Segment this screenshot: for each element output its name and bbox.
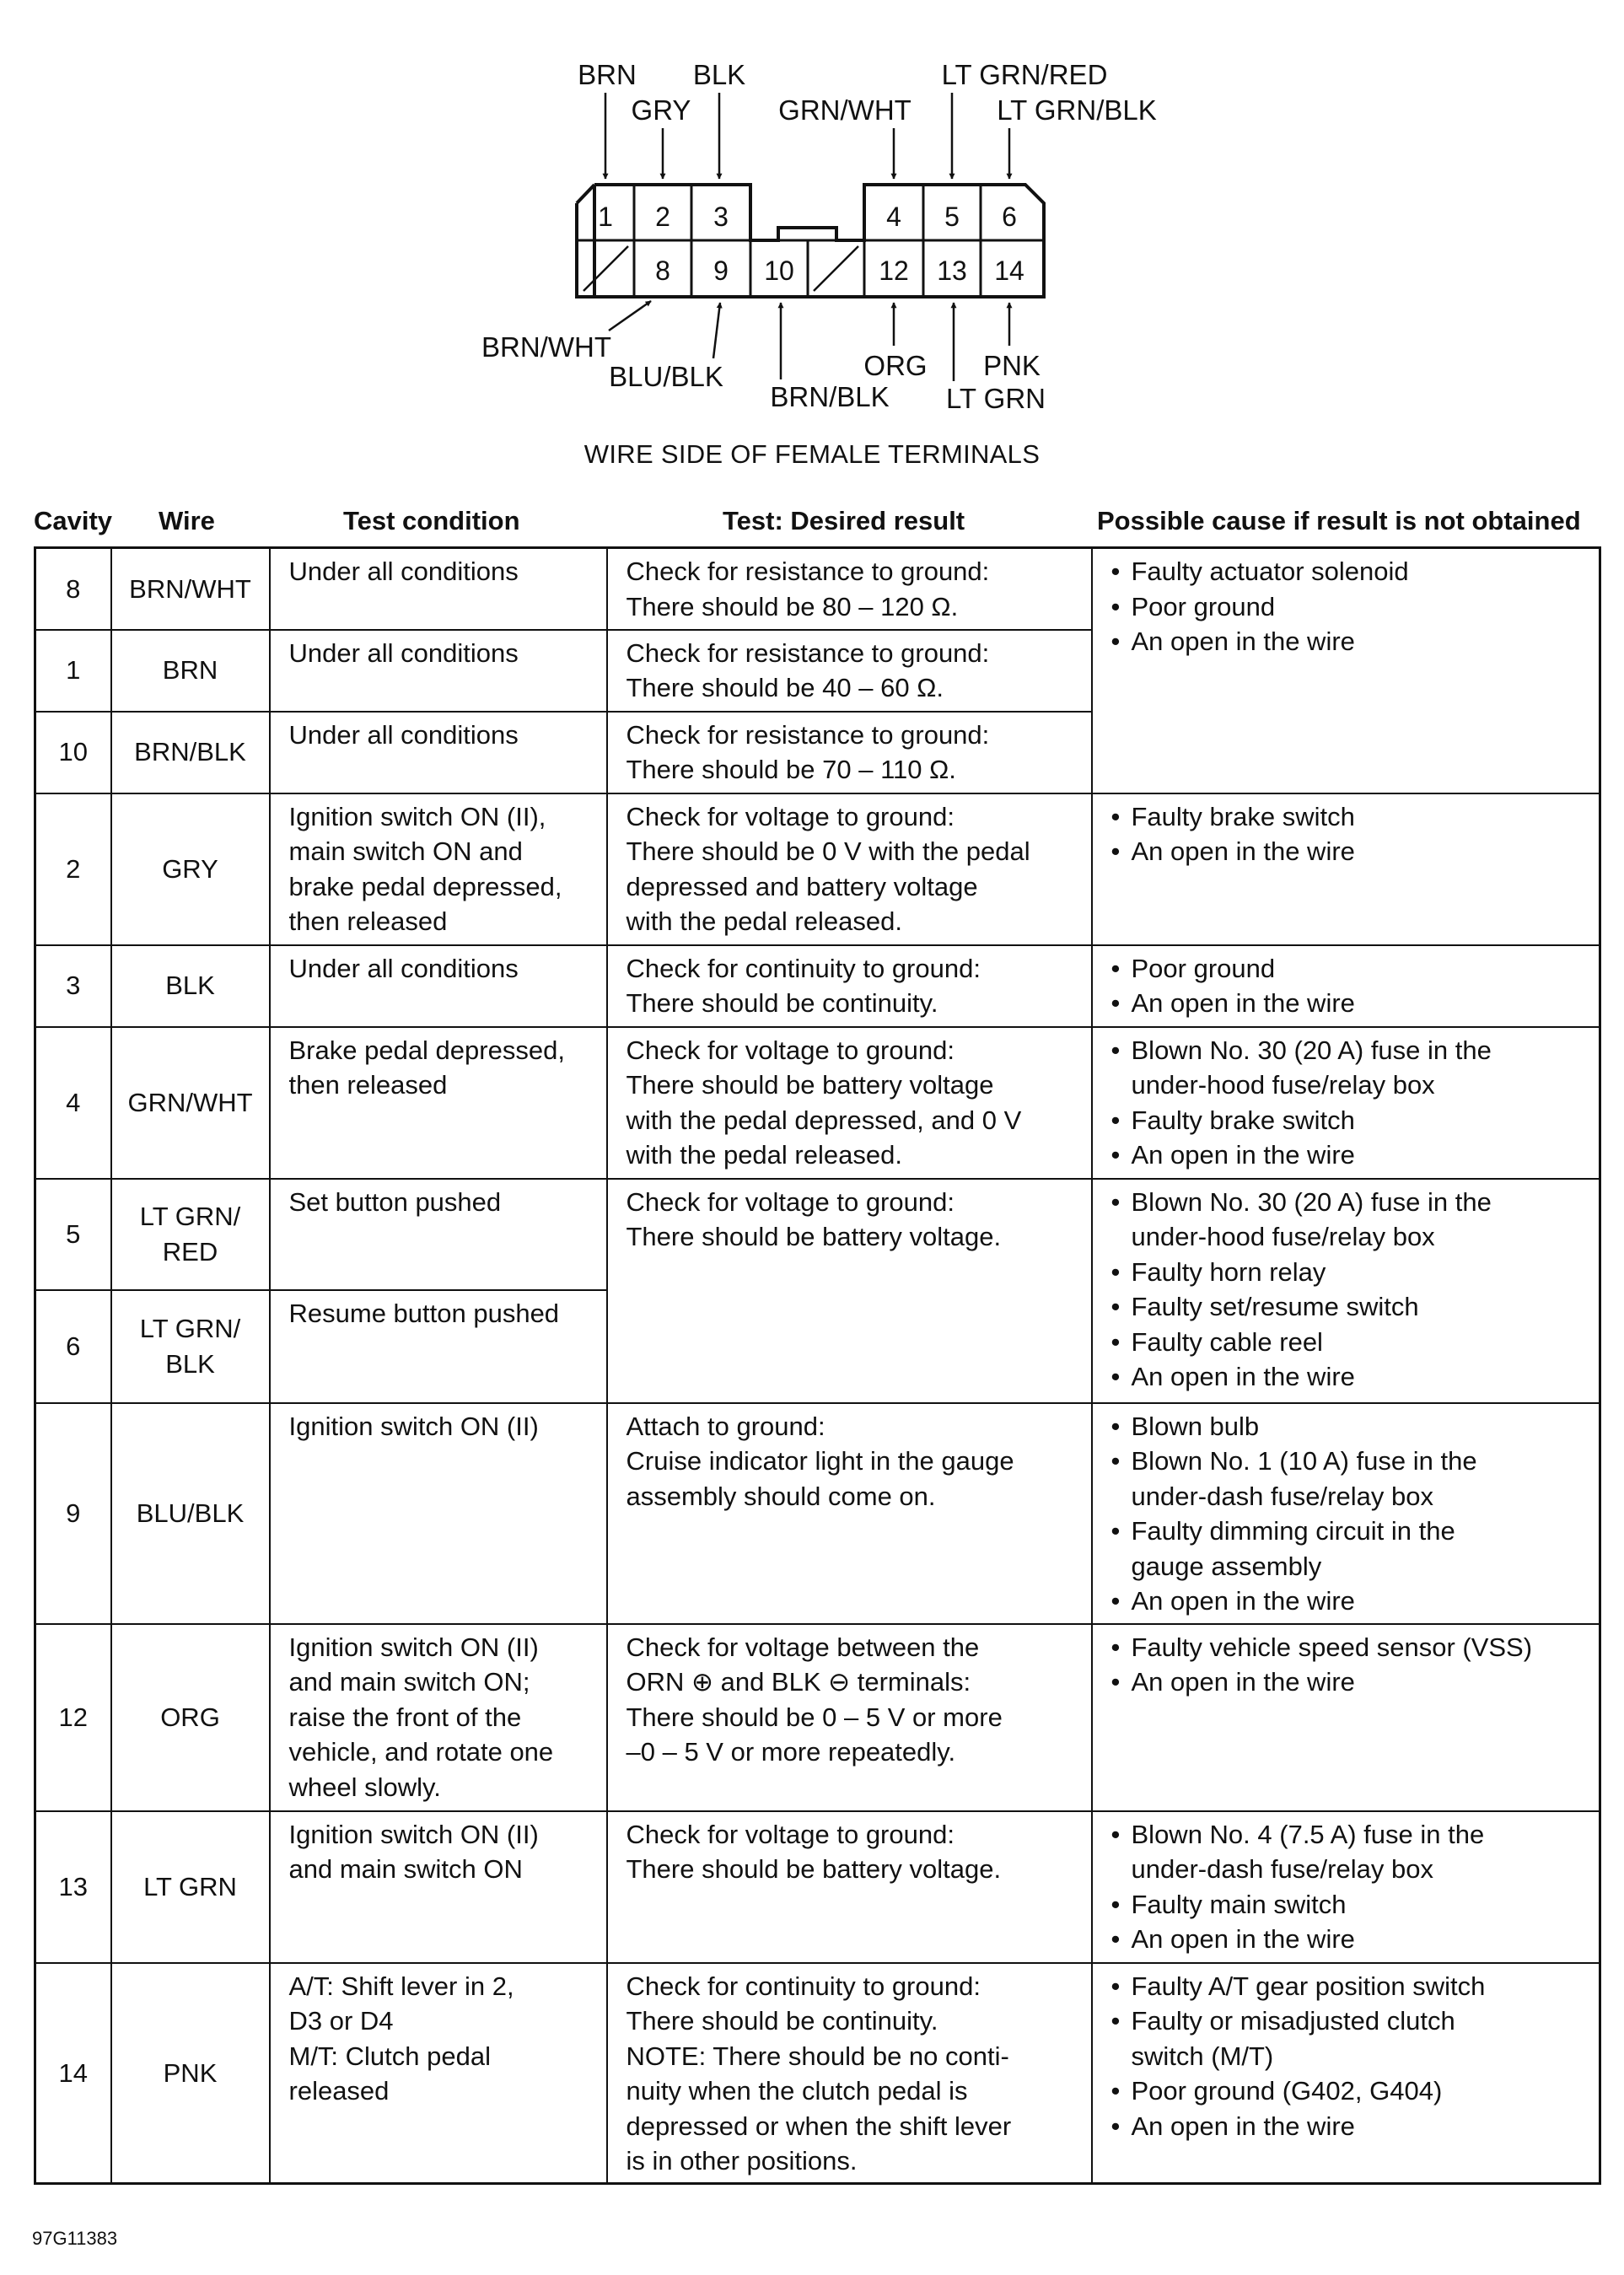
condition-line: brake pedal depressed, [288,871,562,901]
result-line: Check for resistance to ground: [626,557,990,586]
figure-id: 97G11383 [32,2228,118,2249]
result-line: NOTE: There should be no conti- [626,2041,1009,2071]
result-cell [607,1811,1092,1963]
wire-cell: PNK [111,1963,270,2184]
table-row [35,548,1600,630]
result-line: nuity when the clutch pedal is [626,2076,968,2106]
terminal-1: 1 [598,202,613,232]
condition-line: Under all conditions [288,637,519,668]
result-line: Check for voltage to ground: [626,801,955,831]
result-line: There should be battery voltage [626,1070,994,1100]
result-line: with the pedal depressed, and 0 V [626,1105,1022,1135]
terminal-10: 10 [764,255,794,286]
condition-line: Ignition switch ON (II) [288,1819,539,1849]
cavity-cell: 6 [35,1290,111,1403]
terminal-4: 4 [886,202,901,232]
result-line: Check for voltage to ground: [626,1819,955,1849]
cavity-cell: 12 [35,1624,111,1811]
condition-line: Under all conditions [288,557,519,586]
result-line: Check for voltage to ground: [626,1035,955,1065]
result-line: Check for voltage between the [626,1632,980,1662]
result-cell [607,793,1092,945]
header-desired-result: Test: Desired result [723,506,965,535]
condition-cell [270,1027,607,1179]
result-line: Check for resistance to ground: [626,637,990,668]
result-line: depressed or when the shift lever [626,2111,1012,2141]
cause-item: • An open in the wire [1111,624,1581,659]
result-cell [607,1027,1092,1179]
result-line: Cruise indicator light in the gauge [626,1446,1014,1476]
table-row [35,1811,1600,1963]
cause-item: • Faulty brake switch [1111,799,1581,835]
cause-item: • An open in the wire [1111,1584,1581,1619]
result-line: There should be 40 – 60 Ω. [626,673,944,702]
result-line: ORN ⊕ and BLK ⊖ terminals: [626,1667,971,1697]
condition-line: and main switch ON; [288,1667,530,1697]
wire-label-grn-wht: GRN/WHT [778,94,911,126]
wire-cell: BRN/WHT [111,548,270,630]
wire-line: LT GRN/ [139,1314,241,1343]
cause-item: • An open in the wire [1111,1922,1581,1957]
cause-item: • Faulty cable reel [1111,1325,1581,1360]
result-line: with the pedal released. [626,906,902,936]
result-line: There should be 0 – 5 V or more [626,1702,1003,1732]
cause-item: • Poor ground (G402, G404) [1111,2073,1581,2109]
cause-item: • Faulty or misadjusted clutch switch (M/T) [1111,2003,1581,2073]
header-test-condition: Test condition [343,506,520,535]
cavity-cell: 14 [35,1963,111,2184]
result-cell [607,630,1092,712]
wire-label-gry: GRY [631,94,691,126]
condition-line: vehicle, and rotate one [288,1737,554,1767]
terminal-8: 8 [655,255,670,286]
wire-label-lt-grn-blk: LT GRN/BLK [997,94,1157,126]
result-line: –0 – 5 V or more repeatedly. [626,1737,956,1767]
wire-line: RED [162,1236,218,1267]
condition-cell [270,793,607,945]
wire-label-pnk: PNK [983,350,1041,381]
result-line: with the pedal released. [626,1140,902,1170]
cause-item: • Blown No. 4 (7.5 A) fuse in the under-dash fuse/relay box [1111,1817,1581,1887]
result-line: There should be battery voltage. [626,1222,1002,1251]
condition-cell [270,945,607,1027]
table-row [35,1179,1600,1290]
cavity-cell: 9 [35,1403,111,1624]
cause-cell [1092,1403,1600,1624]
cause-item: • Faulty vehicle speed sensor (VSS) [1111,1630,1581,1665]
terminal-2: 2 [655,202,670,232]
cause-item: • Poor ground [1111,951,1581,987]
condition-line: wheel slowly. [288,1772,441,1802]
cause-cell [1092,945,1600,1027]
condition-cell [270,548,607,630]
table-header [30,506,1599,540]
cause-item: • Blown No. 30 (20 A) fuse in the under-hood fuse/relay box [1111,1185,1581,1255]
wire-label-brn-wht: BRN/WHT [481,331,611,363]
terminal-5: 5 [944,202,960,232]
condition-cell [270,1290,607,1403]
condition-cell [270,1179,607,1290]
diagnostic-table [34,546,1601,2185]
condition-cell [270,1403,607,1624]
result-line: Check for voltage to ground: [626,1186,955,1217]
wire-label-brn-blk: BRN/BLK [770,381,890,412]
table-row [35,1624,1600,1811]
cause-item: • Faulty dimming circuit in the gauge assembly [1111,1514,1581,1584]
result-line: There should be 80 – 120 Ω. [626,591,959,621]
wire-cell: BRN [111,630,270,712]
cause-item: • Poor ground [1111,589,1581,625]
terminal-3: 3 [713,202,729,232]
header-possible-cause: Possible cause if result is not obtained [1097,506,1581,535]
cause-item: • Faulty A/T gear position switch [1111,1969,1581,2004]
wire-line: BLK [165,1348,215,1379]
condition-line: Ignition switch ON (II), [288,801,546,831]
condition-line: Ignition switch ON (II) [288,1632,539,1662]
cavity-cell: 8 [35,548,111,630]
wire-label-org: ORG [863,350,928,381]
result-line: There should be battery voltage. [626,1854,1002,1884]
wire-label-lt-grn-red: LT GRN/RED [941,59,1108,90]
wire-label-blu-blk: BLU/BLK [609,361,723,392]
condition-line: released [288,2076,390,2106]
result-cell [607,1624,1092,1811]
wire-label-brn: BRN [578,59,637,90]
cause-cell [1092,1624,1600,1811]
terminal-14: 14 [994,255,1024,286]
terminal-9: 9 [713,255,729,286]
wire-cell: GRY [111,793,270,945]
result-line: There should be 70 – 110 Ω. [626,755,956,784]
table-row [35,1027,1600,1179]
cavity-cell: 13 [35,1811,111,1963]
wire-label-lt-grn: LT GRN [946,383,1046,414]
connector-diagram [0,0,1624,489]
condition-line: Brake pedal depressed, [288,1035,565,1065]
cause-cell [1092,1179,1600,1403]
wire-cell: BRN/BLK [111,712,270,793]
wire-cell [111,1290,270,1403]
result-line: Check for continuity to ground: [626,953,981,983]
table-row [35,945,1600,1027]
cause-item: • Blown No. 30 (20 A) fuse in the under-hood fuse/relay box [1111,1033,1581,1103]
wire-cell: LT GRN [111,1811,270,1963]
result-cell [607,945,1092,1027]
cavity-cell: 10 [35,712,111,793]
result-line: There should be continuity. [626,2006,938,2036]
cause-cell [1092,548,1600,793]
cause-item: • An open in the wire [1111,1665,1581,1700]
result-line: depressed and battery voltage [626,871,978,901]
cause-item: • An open in the wire [1111,1138,1581,1173]
condition-cell [270,630,607,712]
cause-cell [1092,1963,1600,2184]
cause-item: • Blown No. 1 (10 A) fuse in the under-dash fuse/relay box [1111,1444,1581,1514]
condition-line: Resume button pushed [288,1298,560,1328]
cause-item: • An open in the wire [1111,834,1581,869]
terminal-13: 13 [937,255,967,286]
condition-line: and main switch ON [288,1854,523,1884]
terminal-12: 12 [879,255,909,286]
header-wire: Wire [159,506,215,535]
table-row [35,1963,1600,2184]
cause-item: • Faulty brake switch [1111,1103,1581,1138]
condition-line: A/T: Shift lever in 2, [288,1971,514,2001]
condition-line: Set button pushed [288,1186,502,1217]
result-cell [607,1403,1092,1624]
result-line: assembly should come on. [626,1481,936,1511]
table-row [35,1403,1600,1624]
terminal-6: 6 [1002,202,1017,232]
cause-item: • Faulty actuator solenoid [1111,554,1581,589]
condition-cell [270,1624,607,1811]
wire-cell [111,1179,270,1290]
cavity-cell: 3 [35,945,111,1027]
condition-line: D3 or D4 [288,2006,394,2036]
table-row [35,793,1600,945]
result-cell [607,548,1092,630]
result-cell [607,1179,1092,1403]
diagram-caption: WIRE SIDE OF FEMALE TERMINALS [583,439,1041,469]
cavity-cell: 5 [35,1179,111,1290]
result-line: There should be 0 V with the pedal [626,836,1030,866]
cause-cell [1092,1811,1600,1963]
cause-item: • An open in the wire [1111,986,1581,1021]
wire-label-blk: BLK [692,59,746,90]
condition-line: Under all conditions [288,953,519,983]
cause-item: • Faulty main switch [1111,1887,1581,1923]
result-line: is in other positions. [626,2146,858,2176]
cavity-cell: 1 [35,630,111,712]
result-line: Attach to ground: [626,1411,825,1441]
result-cell [607,712,1092,793]
cause-item: • Blown bulb [1111,1409,1581,1444]
condition-line: Under all conditions [288,719,519,750]
cause-item: • An open in the wire [1111,1359,1581,1395]
result-cell [607,1963,1092,2184]
wire-cell: BLU/BLK [111,1403,270,1624]
condition-line: then released [288,906,448,936]
result-line: Check for resistance to ground: [626,719,990,750]
cause-item: • An open in the wire [1111,2109,1581,2144]
condition-cell [270,1811,607,1963]
cause-item: • Faulty set/resume switch [1111,1289,1581,1325]
wire-cell: ORG [111,1624,270,1811]
result-line: Check for continuity to ground: [626,1971,981,2001]
condition-line: raise the front of the [288,1702,522,1732]
wire-cell: BLK [111,945,270,1027]
condition-line: main switch ON and [288,836,523,866]
result-line: There should be continuity. [626,988,938,1018]
condition-cell [270,1963,607,2184]
cause-item: • Faulty horn relay [1111,1255,1581,1290]
cavity-cell: 2 [35,793,111,945]
cavity-cell: 4 [35,1027,111,1179]
condition-line: Ignition switch ON (II) [288,1411,539,1441]
condition-cell [270,712,607,793]
condition-line: then released [288,1070,448,1100]
wire-line: LT GRN/ [139,1202,241,1231]
header-cavity: Cavity [34,506,113,535]
cause-cell [1092,793,1600,945]
wire-cell: GRN/WHT [111,1027,270,1179]
condition-line: M/T: Clutch pedal [288,2041,491,2071]
cause-cell [1092,1027,1600,1179]
